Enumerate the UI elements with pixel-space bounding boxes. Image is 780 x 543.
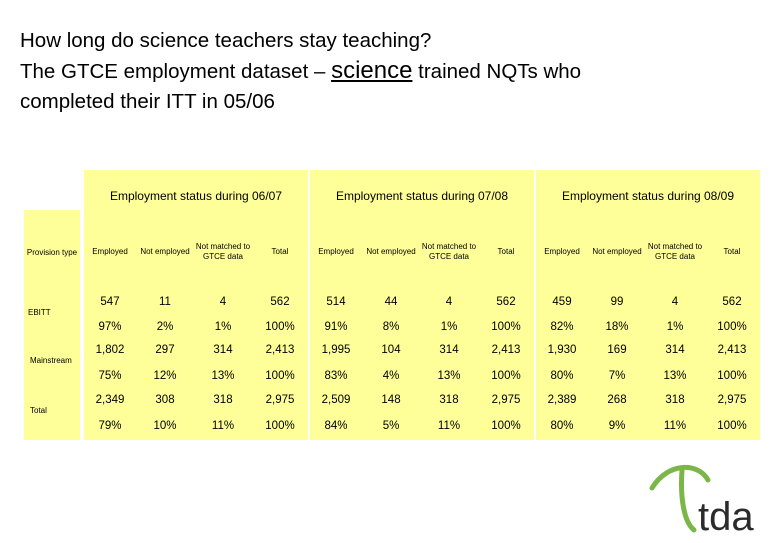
column-header: Not employed bbox=[366, 247, 416, 256]
count-cell: 562 bbox=[270, 296, 290, 308]
count-cell: 314 bbox=[439, 344, 459, 356]
count-cell: 2,975 bbox=[717, 394, 747, 406]
count-cell: 2,509 bbox=[321, 394, 351, 406]
count-cell: 2,413 bbox=[265, 344, 295, 356]
logo-text: tda bbox=[698, 495, 754, 538]
percent-cell: 4% bbox=[382, 370, 400, 382]
percent-cell: 5% bbox=[382, 420, 400, 432]
count-cell: 547 bbox=[100, 296, 120, 308]
row-label: EBITT bbox=[28, 308, 51, 317]
column-header: Not matched to GTCE data bbox=[421, 242, 477, 261]
count-cell: 514 bbox=[326, 296, 346, 308]
column-header: Not matched to GTCE data bbox=[195, 242, 251, 261]
count-cell: 4 bbox=[219, 296, 227, 308]
title-line-2-pre: The GTCE employment dataset – bbox=[20, 60, 326, 83]
percent-cell: 80% bbox=[550, 420, 574, 432]
percent-cell: 11% bbox=[211, 420, 235, 432]
count-cell: 2,389 bbox=[547, 394, 577, 406]
count-cell: 268 bbox=[607, 394, 627, 406]
percent-cell: 12% bbox=[153, 370, 177, 382]
percent-cell: 1% bbox=[440, 321, 458, 333]
percent-cell: 100% bbox=[717, 321, 747, 333]
count-cell: 459 bbox=[552, 296, 572, 308]
title-line-1: How long do science teachers stay teaching? bbox=[20, 29, 432, 52]
percent-cell: 97% bbox=[98, 321, 122, 333]
row-label: Total bbox=[30, 406, 47, 415]
count-cell: 1,802 bbox=[95, 344, 125, 356]
percent-cell: 11% bbox=[663, 420, 687, 432]
percent-cell: 2% bbox=[156, 321, 174, 333]
column-header: Total bbox=[271, 247, 289, 256]
count-cell: 308 bbox=[155, 394, 175, 406]
count-cell: 2,413 bbox=[491, 344, 521, 356]
group-header: Employment status during 06/07 bbox=[109, 189, 283, 203]
count-cell: 2,975 bbox=[265, 394, 295, 406]
column-header: Not employed bbox=[592, 247, 642, 256]
column-header: Employed bbox=[92, 247, 128, 256]
percent-cell: 100% bbox=[265, 370, 295, 382]
title-line-2-post: trained NQTs who bbox=[418, 60, 582, 83]
column-header: Total bbox=[723, 247, 741, 256]
count-cell: 318 bbox=[665, 394, 685, 406]
percent-cell: 8% bbox=[382, 321, 400, 333]
count-cell: 318 bbox=[213, 394, 233, 406]
percent-cell: 13% bbox=[437, 370, 461, 382]
count-cell: 169 bbox=[607, 344, 627, 356]
title-emphasis: science bbox=[331, 57, 413, 84]
percent-cell: 11% bbox=[437, 420, 461, 432]
slide-title bbox=[20, 26, 770, 117]
row-label: Mainstream bbox=[30, 356, 72, 365]
column-header: Not matched to GTCE data bbox=[647, 242, 703, 261]
percent-cell: 1% bbox=[214, 321, 232, 333]
percent-cell: 100% bbox=[265, 321, 295, 333]
percent-cell: 83% bbox=[324, 370, 348, 382]
column-header: Not employed bbox=[140, 247, 190, 256]
count-cell: 4 bbox=[445, 296, 453, 308]
percent-cell: 100% bbox=[491, 370, 521, 382]
percent-cell: 10% bbox=[153, 420, 177, 432]
count-cell: 314 bbox=[213, 344, 233, 356]
tda-logo bbox=[640, 458, 770, 538]
percent-cell: 80% bbox=[550, 370, 574, 382]
tda-logo-icon bbox=[640, 458, 770, 538]
count-cell: 1,930 bbox=[547, 344, 577, 356]
count-cell: 297 bbox=[155, 344, 175, 356]
percent-cell: 100% bbox=[717, 420, 747, 432]
count-cell: 2,413 bbox=[717, 344, 747, 356]
percent-cell: 84% bbox=[324, 420, 348, 432]
percent-cell: 18% bbox=[605, 321, 629, 333]
count-cell: 148 bbox=[381, 394, 401, 406]
count-cell: 44 bbox=[384, 296, 398, 308]
column-header: Total bbox=[497, 247, 515, 256]
column-header: Employed bbox=[318, 247, 354, 256]
percent-cell: 7% bbox=[608, 370, 626, 382]
percent-cell: 13% bbox=[663, 370, 687, 382]
provision-type-header: Provision type bbox=[26, 248, 78, 257]
group-header: Employment status during 08/09 bbox=[561, 189, 735, 203]
count-cell: 314 bbox=[665, 344, 685, 356]
count-cell: 4 bbox=[671, 296, 679, 308]
percent-cell: 79% bbox=[98, 420, 122, 432]
title-line-2 bbox=[20, 56, 770, 87]
column-header: Employed bbox=[544, 247, 580, 256]
title-line-3: completed their ITT in 05/06 bbox=[20, 90, 275, 113]
count-cell: 2,349 bbox=[95, 394, 125, 406]
count-cell: 1,995 bbox=[321, 344, 351, 356]
percent-cell: 75% bbox=[98, 370, 122, 382]
percent-cell: 1% bbox=[666, 321, 684, 333]
count-cell: 99 bbox=[610, 296, 624, 308]
count-cell: 11 bbox=[159, 296, 171, 308]
percent-cell: 91% bbox=[324, 321, 348, 333]
count-cell: 562 bbox=[722, 296, 742, 308]
percent-cell: 13% bbox=[211, 370, 235, 382]
percent-cell: 100% bbox=[265, 420, 295, 432]
group-header: Employment status during 07/08 bbox=[335, 189, 509, 203]
percent-cell: 100% bbox=[717, 370, 747, 382]
count-cell: 104 bbox=[381, 344, 401, 356]
percent-cell: 82% bbox=[550, 321, 574, 333]
count-cell: 562 bbox=[496, 296, 516, 308]
count-cell: 2,975 bbox=[491, 394, 521, 406]
percent-cell: 100% bbox=[491, 321, 521, 333]
percent-cell: 100% bbox=[491, 420, 521, 432]
count-cell: 318 bbox=[439, 394, 459, 406]
percent-cell: 9% bbox=[608, 420, 626, 432]
